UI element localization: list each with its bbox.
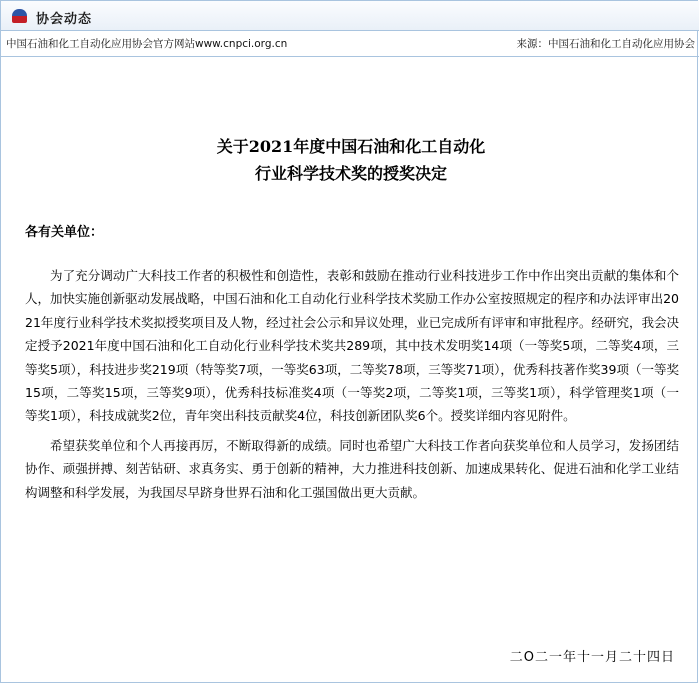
document-title xyxy=(1,133,700,187)
section-title: 协会动态 xyxy=(36,12,93,27)
document-date: 二O二一年十一月二十四日 xyxy=(509,650,675,665)
paragraph-1: 为了充分调动广大科技工作者的积极性和创造性，表彰和鼓励在推动行业科技进步工作中作出突出贡献的集体和个人，加快实施创新驱动发展战略，中国石油和化工自动化行业科学技术奖励工作办公室按照规定的程序和办法评审出2021年度行业科学技术奖拟授奖项目及人物，经过社会公示和异议处理，业已完成所有评审和审批程序。经研究，我会决定授予2021年度中国石油和化工自动化行业科学技术奖共289项，其中技术发明奖14项（一等奖5项，二等奖4项，三等奖5项），科技进步奖219项（特等奖7项，一等奖63项，二等奖78项，三等奖71项），优秀科技著作奖39项（一等奖15项，二等奖15项，三等奖9项），优秀科技标准奖4项（一等奖2项，二等奖1项，三等奖1项），科学管理奖1项（一等奖1项），科技成就奖2位，青年突出科技贡献奖4位，科技创新团队奖6个。授奖详细内容见附件。 xyxy=(25,268,679,424)
source-label: 来源：中国石油和化工自动化应用协会 xyxy=(516,38,695,50)
salutation: 各有关单位： xyxy=(25,225,104,240)
site-label: 中国石油和化工自动化应用协会官方网站www.cnpci.org.cn xyxy=(6,38,288,50)
document-body xyxy=(25,264,679,510)
title-line-1: 关于2021年度中国石油和化工自动化 xyxy=(216,137,486,156)
title-line-2: 行业科学技术奖的授奖决定 xyxy=(254,164,447,183)
info-bar xyxy=(1,31,699,57)
association-logo-icon xyxy=(12,9,27,23)
section-header xyxy=(1,1,699,31)
paragraph-2: 希望获奖单位和个人再接再厉，不断取得新的成绩。同时也希望广大科技工作者向获奖单位和人员学习，发扬团结协作、顽强拼搏、刻苦钻研、求真务实、勇于创新的精神，大力推进科技创新、加速成果转化、促进石油和化学工业结构调整和科学发展，为我国尽早跻身世界石油和化工强国做出更大贡献。 xyxy=(25,437,679,500)
